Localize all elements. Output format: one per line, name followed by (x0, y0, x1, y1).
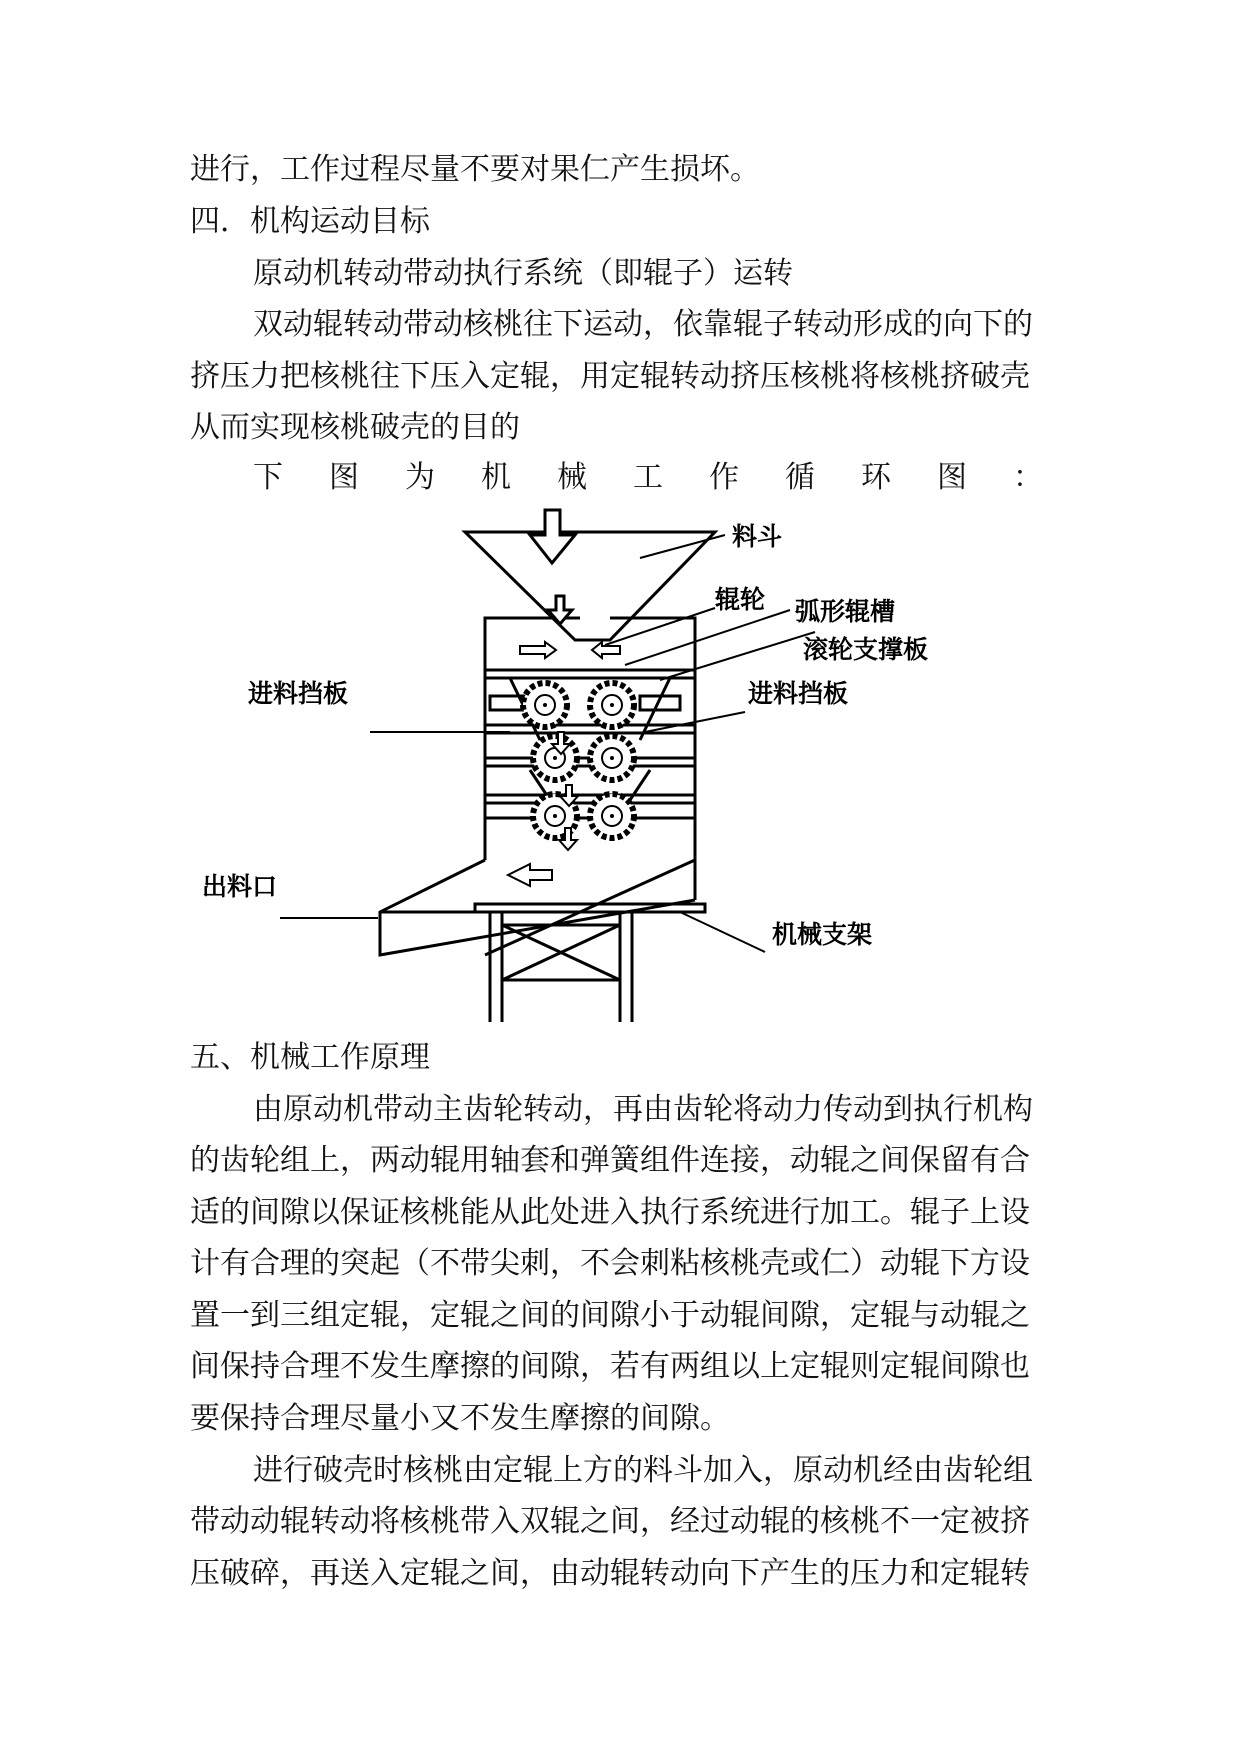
label-outlet: 出料口 (202, 872, 278, 901)
roller-icon (590, 683, 634, 727)
arrow-down-icon (530, 510, 575, 563)
machine-diagram (202, 500, 1080, 1030)
roller-icon (523, 683, 567, 727)
figure-intro-char: 作 (709, 460, 739, 495)
figure-intro-char: 循 (785, 460, 815, 495)
label-hopper: 料斗 (732, 522, 783, 551)
paragraph-line: 由原动机带动主齿轮转动，再由齿轮将动力传动到执行机构 (253, 1092, 1033, 1127)
figure-intro-char: 下 (253, 460, 283, 495)
figure-intro-char: 工 (633, 460, 663, 495)
label-frame: 机械支架 (772, 920, 873, 949)
figure-intro-char: 环 (861, 460, 891, 495)
section-heading: 四．机构运动目标 (190, 204, 430, 239)
figure-intro-char: 械 (557, 460, 587, 495)
roller-icon (590, 794, 634, 838)
paragraph-line: 要保持合理尽量小又不发生摩擦的间隙。 (190, 1401, 730, 1436)
paragraph-line: 计有合理的突起（不带尖刺，不会刺粘核桃壳或仁）动辊下方设 (190, 1246, 1030, 1281)
arrow-left-icon (508, 864, 552, 886)
paragraph-line: 挤压力把核桃往下压入定辊，用定辊转动挤压核桃将核桃挤破壳 (190, 359, 1030, 394)
figure-intro-char: ： (1013, 460, 1043, 495)
label-roller-support: 滚轮支撑板 (803, 635, 929, 664)
roller-icon (590, 736, 634, 780)
figure-intro-char: 为 (405, 460, 435, 495)
figure-intro-char: 机 (481, 460, 511, 495)
paragraph-line: 进行，工作过程尽量不要对果仁产生损坏。 (190, 152, 760, 187)
paragraph-line: 的齿轮组上，两动辊用轴套和弹簧组件连接，动辊之间保留有合 (190, 1143, 1030, 1178)
roller-icon (533, 736, 577, 780)
section-heading: 五、机械工作原理 (190, 1040, 430, 1075)
label-feed-baffle-left: 进料挡板 (248, 679, 349, 708)
paragraph-line: 从而实现核桃破壳的目的 (190, 410, 520, 445)
rollers (523, 683, 634, 838)
figure-intro-char: 图 (329, 460, 359, 495)
arrow-right-icon (520, 642, 556, 658)
paragraph-line: 双动辊转动带动核桃往下运动，依靠辊子转动形成的向下的 (253, 307, 1033, 342)
paragraph-line: 带动动辊转动将核桃带入双辊之间，经过动辊的核桃不一定被挤 (190, 1504, 1030, 1539)
paragraph-line: 适的间隙以保证核桃能从此处进入执行系统进行加工。辊子上设 (190, 1195, 1030, 1230)
label-feed-baffle-right: 进料挡板 (748, 679, 849, 708)
label-roller: 辊轮 (715, 585, 766, 614)
paragraph-line: 置一到三组定辊，定辊之间的间隙小于动辊间隙，定辊与动辊之 (190, 1298, 1030, 1333)
figure-intro-line (253, 458, 1043, 498)
arrow-down-icon (548, 596, 572, 624)
paragraph-line: 进行破壳时核桃由定辊上方的料斗加入，原动机经由齿轮组 (253, 1453, 1033, 1488)
paragraph-line: 间保持合理不发生摩擦的间隙，若有两组以上定辊则定辊间隙也 (190, 1349, 1030, 1384)
figure-intro-char: 图 (937, 460, 967, 495)
paragraph-line: 压破碎，再送入定辊之间，由动辊转动向下产生的压力和定辊转 (190, 1556, 1030, 1591)
label-arc-groove: 弧形辊槽 (795, 597, 896, 626)
paragraph-line: 原动机转动带动执行系统（即辊子）运转 (253, 256, 793, 291)
